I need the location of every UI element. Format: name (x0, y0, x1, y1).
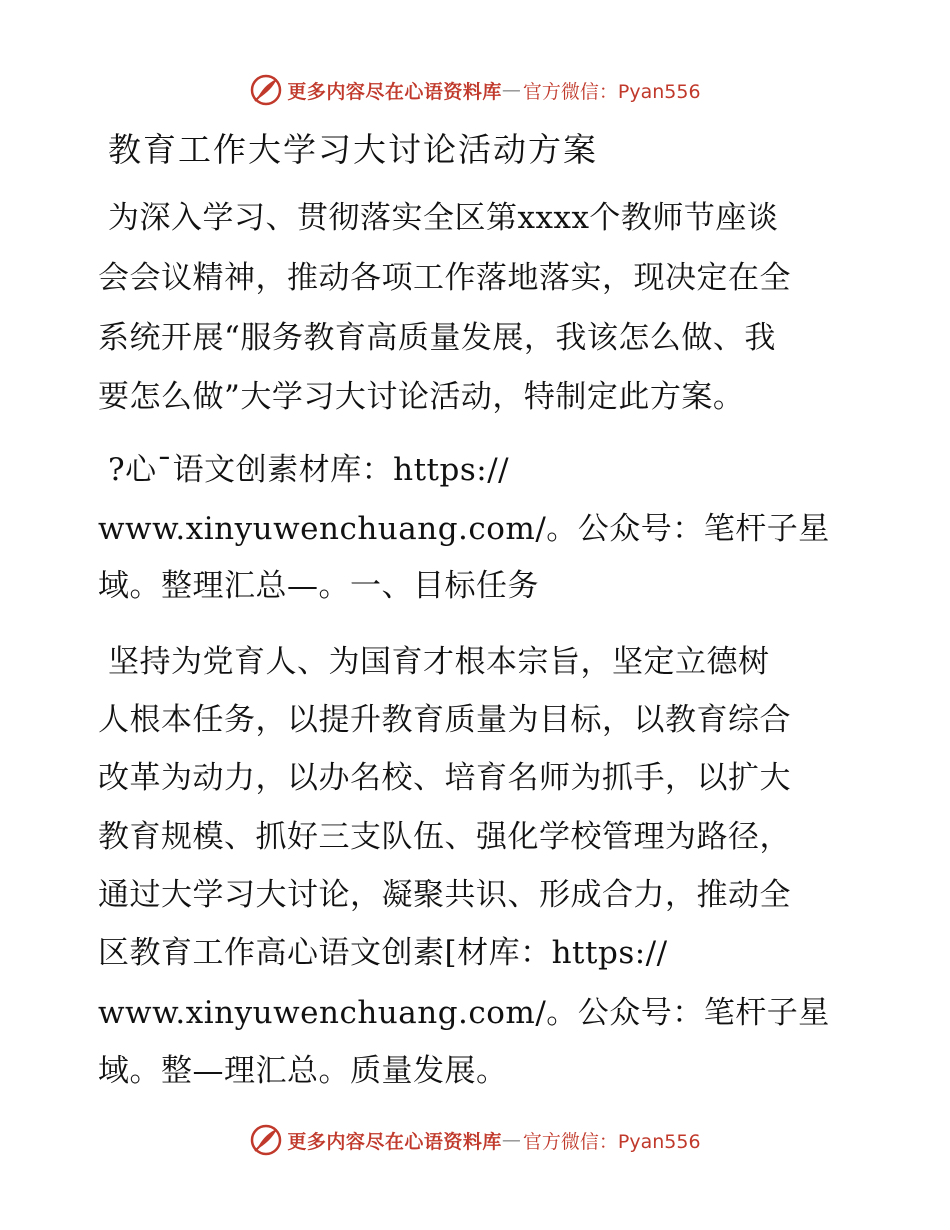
paragraph-line: 通过大学习大讨论，凝聚共识、形成合力，推动全 (98, 877, 791, 913)
banner-wechat-text: 官方微信：Pyan556 (522, 80, 701, 103)
banner-main-text: 更多内容尽在心语资料库 (287, 1130, 502, 1153)
document-title: 教育工作大学习大讨论活动方案 (108, 130, 598, 169)
banner-separator: — (501, 79, 521, 101)
paragraph-line: 为深入学习、贯彻落实全区第xxxx个教师节座谈 (108, 200, 779, 236)
banner-main-text: 更多内容尽在心语资料库 (287, 80, 502, 103)
paragraph-line: 域。整—理汇总。质量发展。 (98, 1053, 508, 1089)
paragraph-line: 系统开展“服务教育高质量发展，我该怎么做、我 (98, 320, 776, 356)
feather-pen-logo-icon (249, 73, 283, 107)
paragraph-line: 域。整理汇总—。一、目标任务 (98, 568, 539, 604)
paragraph-line: www.xinyuwenchuang.com/。公众号：笔杆子星 (98, 511, 830, 547)
paragraph-line: 会会议精神，推动各项工作落地落实，现决定在全 (98, 260, 791, 296)
feather-pen-logo-icon (249, 1123, 283, 1157)
paragraph-line: 区教育工作高心语文创素[材库：https:// (98, 935, 668, 971)
header-banner (0, 70, 950, 110)
banner-separator: — (501, 1129, 521, 1151)
paragraph-line: 人根本任务，以提升教育质量为目标，以教育综合 (98, 702, 791, 738)
paragraph-line: ?心¯语文创素材库：https:// (108, 452, 510, 488)
paragraph-line: 教育规模、抓好三支队伍、强化学校管理为路径， (98, 819, 791, 855)
paragraph-line: www.xinyuwenchuang.com/。公众号：笔杆子星 (98, 995, 830, 1031)
paragraph-line: 要怎么做”大学习大讨论活动，特制定此方案。 (98, 379, 745, 415)
footer-banner (0, 1120, 950, 1160)
paragraph-line: 坚持为党育人、为国育才根本宗旨，坚定立德树 (108, 644, 770, 680)
banner-wechat-text: 官方微信：Pyan556 (522, 1130, 701, 1153)
paragraph-line: 改革为动力，以办名校、培育名师为抓手，以扩大 (98, 760, 791, 796)
